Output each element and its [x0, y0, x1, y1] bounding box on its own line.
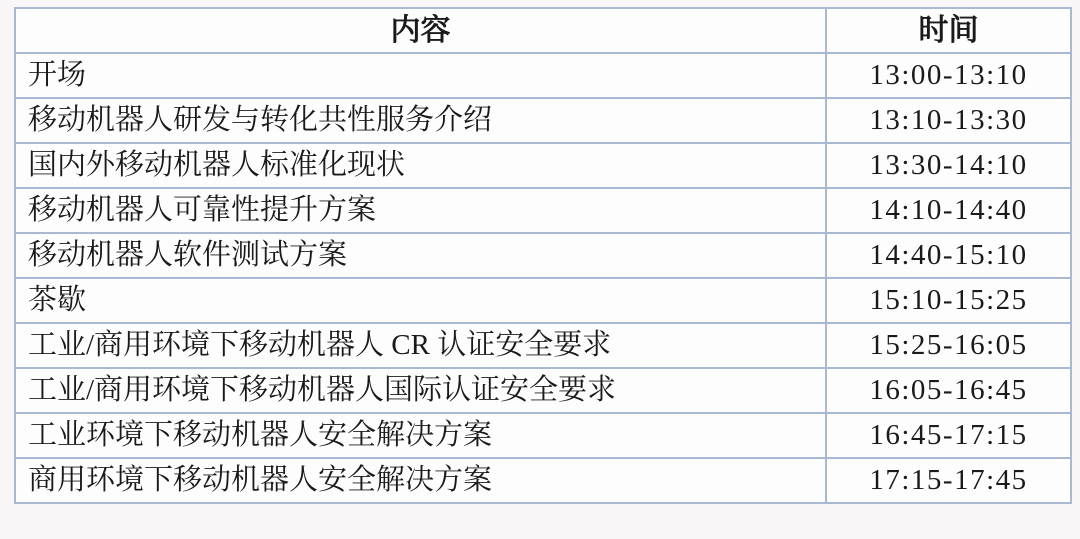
- content-cell: 移动机器人软件测试方案: [15, 233, 826, 278]
- content-cell: 工业环境下移动机器人安全解决方案: [15, 413, 826, 458]
- header-content: 内容: [15, 8, 826, 53]
- schedule-table: [14, 7, 1072, 504]
- schedule-table-wrapper: [14, 7, 1070, 504]
- content-cell: 国内外移动机器人标准化现状: [15, 143, 826, 188]
- time-cell: 14:10-14:40: [826, 188, 1071, 233]
- header-row: [15, 8, 1071, 53]
- content-cell: 移动机器人可靠性提升方案: [15, 188, 826, 233]
- table-row: [15, 188, 1071, 233]
- time-cell: 17:15-17:45: [826, 458, 1071, 503]
- header-time: 时间: [826, 8, 1071, 53]
- table-row: [15, 98, 1071, 143]
- time-cell: 13:10-13:30: [826, 98, 1071, 143]
- table-row: [15, 458, 1071, 503]
- table-row: [15, 278, 1071, 323]
- content-cell: 移动机器人研发与转化共性服务介绍: [15, 98, 826, 143]
- content-cell: 工业/商用环境下移动机器人 CR 认证安全要求: [15, 323, 826, 368]
- time-cell: 16:05-16:45: [826, 368, 1071, 413]
- table-row: [15, 53, 1071, 98]
- content-cell: 开场: [15, 53, 826, 98]
- time-cell: 15:25-16:05: [826, 323, 1071, 368]
- time-cell: 16:45-17:15: [826, 413, 1071, 458]
- schedule-body: [15, 53, 1071, 503]
- time-cell: 13:00-13:10: [826, 53, 1071, 98]
- content-cell: 商用环境下移动机器人安全解决方案: [15, 458, 826, 503]
- time-cell: 13:30-14:10: [826, 143, 1071, 188]
- time-cell: 14:40-15:10: [826, 233, 1071, 278]
- table-row: [15, 413, 1071, 458]
- table-row: [15, 233, 1071, 278]
- time-cell: 15:10-15:25: [826, 278, 1071, 323]
- table-row: [15, 143, 1071, 188]
- table-row: [15, 323, 1071, 368]
- table-row: [15, 368, 1071, 413]
- content-cell: 工业/商用环境下移动机器人国际认证安全要求: [15, 368, 826, 413]
- content-cell: 茶歇: [15, 278, 826, 323]
